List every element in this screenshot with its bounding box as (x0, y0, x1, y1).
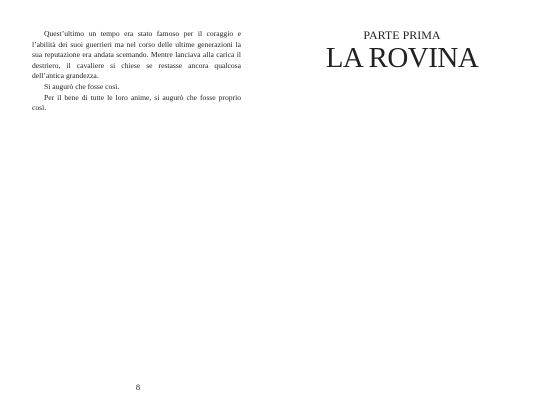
part-title: LA ROVINA (325, 42, 479, 74)
paragraph: Si augurò che fosse così. (44, 81, 120, 91)
paragraph: Quest’ultimo un tempo era stato famoso per il coraggio e l’abilità dei suoi guerrieri ma nel corso delle ultime generazioni la sua reputazione era andata scemando. Mentre lanciava alla carica il destriero, il cavaliere si chiese se restasse ancora qualcosa dell’antica grandezza. (32, 29, 241, 81)
part-label: PARTE PRIMA (363, 28, 441, 42)
body-text (32, 29, 241, 114)
paragraph: Per il bene di tutte le loro anime, si augurò che fosse proprio così. (32, 92, 241, 113)
right-page (268, 0, 536, 412)
page-number: 8 (135, 382, 141, 392)
